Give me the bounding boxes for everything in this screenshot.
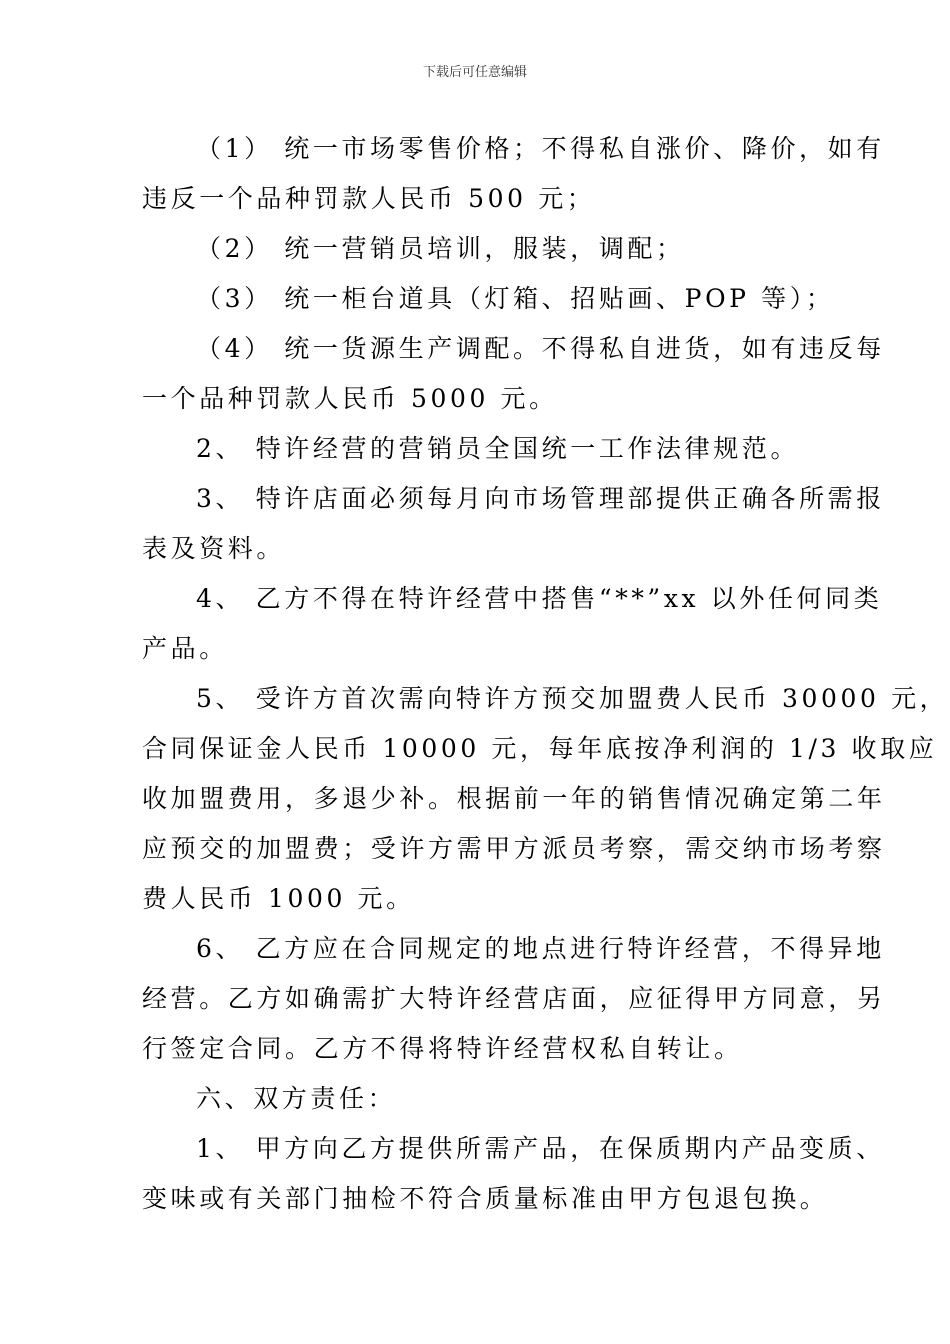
text-line: 2、 特许经营的营销员全国统一工作法律规范。 [196,434,800,463]
text-line: （4） 统一货源生产调配。不得私自进货，如有违反每 [196,334,885,363]
document-body [142,124,949,1224]
text-line: （2） 统一营销员培训，服装，调配； [196,234,685,263]
text-line: 6、 乙方应在合同规定的地点进行特许经营，不得异地 [196,934,885,963]
page-header-note: 下载后可任意编辑 [422,65,527,80]
text-line: 变味或有关部门抽检不符合质量标准由甲方包退包换。 [142,1184,829,1213]
text-line: 表及资料。 [142,534,286,563]
text-line: （1） 统一市场零售价格；不得私自涨价、降价，如有 [196,134,885,163]
text-line: 费人民币 1000 元。 [142,884,415,913]
text-line: 合同保证金人民币 10000 元，每年底按净利润的 1/3 收取应 [142,734,938,763]
text-line: 产品。 [142,634,228,663]
text-line: （3） 统一柜台道具（灯箱、招贴画、POP 等）； [196,284,835,313]
text-line: 违反一个品种罚款人民币 500 元； [142,184,596,213]
text-line: 5、 受许方首次需向特许方预交加盟费人民币 30000 元， [196,684,949,713]
text-line: 行签定合同。乙方不得将特许经营权私自转让。 [142,1034,743,1063]
text-line: 应预交的加盟费；受许方需甲方派员考察，需交纳市场考察 [142,834,886,863]
text-line: 经营。乙方如确需扩大特许经营店面，应征得甲方同意，另 [142,984,886,1013]
text-line: 一个品种罚款人民币 5000 元。 [142,384,558,413]
text-line: 1、 甲方向乙方提供所需产品，在保质期内产品变质、 [196,1134,885,1163]
text-line: 3、 特许店面必须每月向市场管理部提供正确各所需报 [196,484,885,513]
section-heading: 六、双方责任： [196,1084,397,1113]
text-line: 4、 乙方不得在特许经营中搭售“**”xx 以外任何同类 [196,584,883,613]
text-line: 收加盟费用，多退少补。根据前一年的销售情况确定第二年 [142,784,886,813]
